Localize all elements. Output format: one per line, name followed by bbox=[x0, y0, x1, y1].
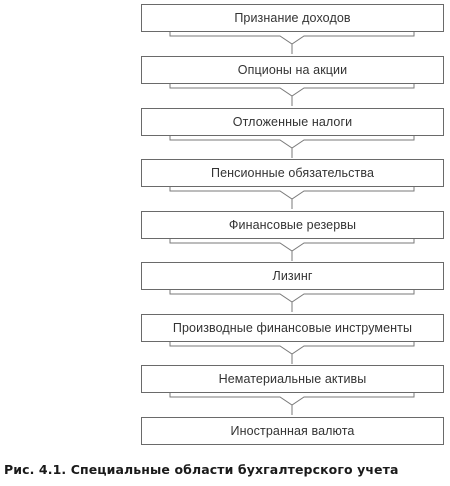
connector-arrow-7 bbox=[0, 342, 450, 364]
box-stock-options: Опционы на акции bbox=[141, 56, 444, 84]
connector-arrow-6 bbox=[0, 290, 450, 312]
connector-arrow-2 bbox=[0, 84, 450, 106]
connector-arrow-8 bbox=[0, 393, 450, 415]
box-foreign-currency: Иностранная валюта bbox=[141, 417, 444, 445]
box-leasing: Лизинг bbox=[141, 262, 444, 290]
figure-caption-label: Рис. 4.1. bbox=[4, 462, 67, 477]
connector-arrow-3 bbox=[0, 136, 450, 158]
box-revenue-recognition: Признание доходов bbox=[141, 4, 444, 32]
box-intangible-assets: Нематериальные активы bbox=[141, 365, 444, 393]
connector-arrow-4 bbox=[0, 187, 450, 209]
box-financial-reserves: Финансовые резервы bbox=[141, 211, 444, 239]
connector-arrow-5 bbox=[0, 239, 450, 261]
box-derivatives: Производные финансовые инструменты bbox=[141, 314, 444, 342]
box-pension-obligations: Пенсионные обязательства bbox=[141, 159, 444, 187]
figure-caption bbox=[4, 462, 399, 477]
figure-caption-text: Специальные области бухгалтерского учета bbox=[70, 462, 399, 477]
box-deferred-taxes: Отложенные налоги bbox=[141, 108, 444, 136]
connector-arrow-1 bbox=[0, 32, 450, 54]
